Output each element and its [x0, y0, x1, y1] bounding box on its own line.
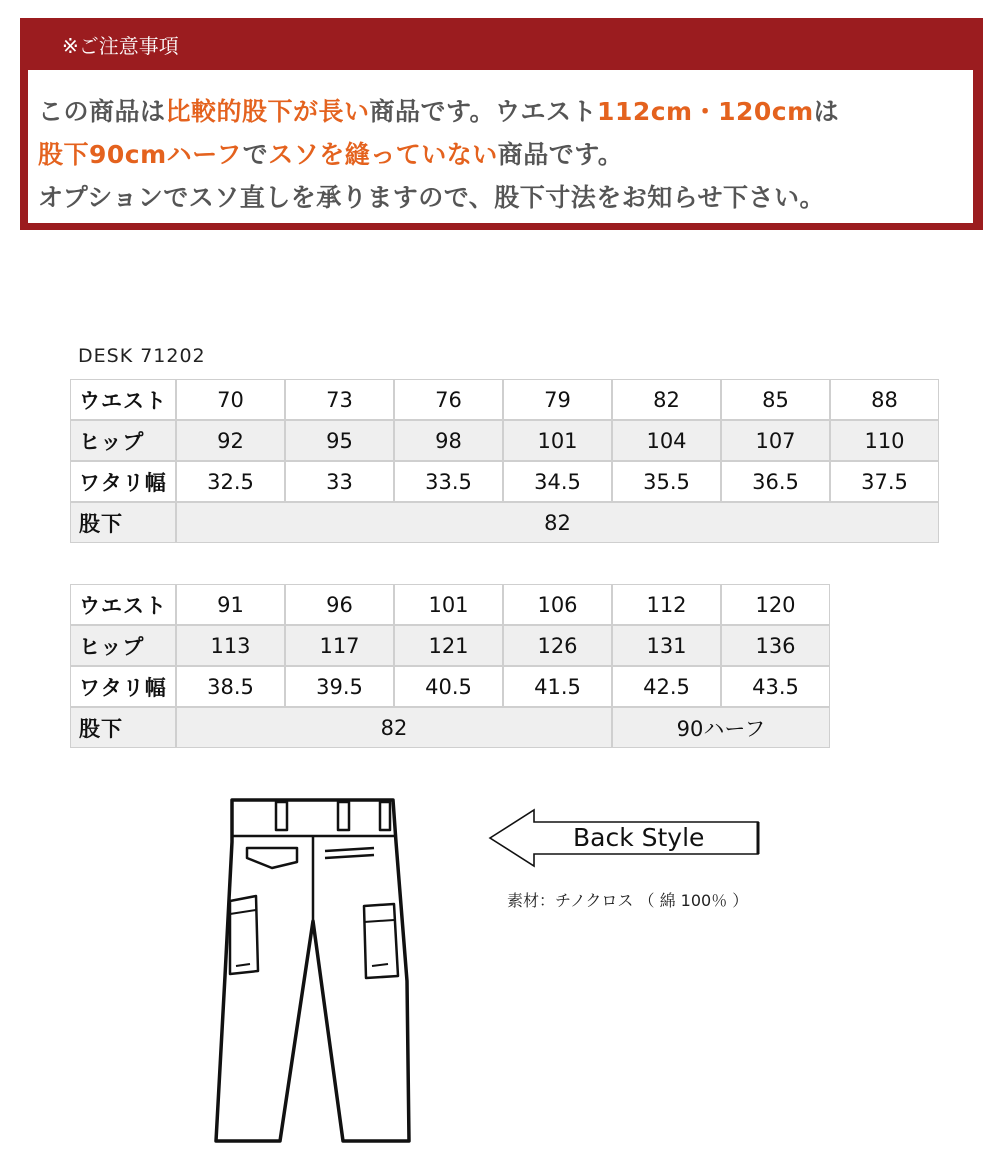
size-value: 73 — [285, 379, 394, 420]
size-value: 32.5 — [176, 461, 285, 502]
notice-box — [20, 18, 983, 230]
size-value: 43.5 — [721, 666, 830, 707]
inseam-row — [70, 502, 939, 543]
notice-highlight-text: 112cm・120cm — [597, 97, 814, 126]
size-value: 41.5 — [503, 666, 612, 707]
size-value: 34.5 — [503, 461, 612, 502]
size-value: 136 — [721, 625, 830, 666]
notice-highlight-text: 比較的股下が長い — [165, 97, 370, 126]
size-table-2 — [70, 584, 830, 748]
row-label: 股下 — [70, 707, 176, 748]
size-value: 82 — [612, 379, 721, 420]
size-value: 79 — [503, 379, 612, 420]
size-value: 98 — [394, 420, 503, 461]
size-value: 38.5 — [176, 666, 285, 707]
notice-line-1 — [38, 90, 973, 133]
size-value: 85 — [721, 379, 830, 420]
row-label: 股下 — [70, 502, 176, 543]
table-row — [70, 666, 830, 707]
notice-line-2 — [38, 133, 973, 176]
material-text: 素材：チノクロス （ 綿 100％ ） — [507, 891, 749, 910]
size-value: 112 — [612, 584, 721, 625]
notice-highlight-text: スソを縫っていない — [268, 140, 498, 169]
size-value: 33.5 — [394, 461, 503, 502]
table-row — [70, 461, 939, 502]
row-label: ワタリ幅 — [70, 666, 176, 707]
inseam-value: 82 — [176, 707, 612, 748]
size-value: 121 — [394, 625, 503, 666]
notice-text: は — [813, 97, 840, 126]
inseam-half-value: 90ハーフ — [612, 707, 830, 748]
row-label: ワタリ幅 — [70, 461, 176, 502]
row-label: ヒップ — [70, 420, 176, 461]
table-row — [70, 584, 830, 625]
notice-text: オプションでスソ直しを承りますので、股下寸法をお知らせ下さい。 — [38, 183, 826, 212]
row-label: ウエスト — [70, 584, 176, 625]
size-value: 95 — [285, 420, 394, 461]
size-value: 117 — [285, 625, 394, 666]
size-value: 76 — [394, 379, 503, 420]
table-row — [70, 379, 939, 420]
size-value: 101 — [394, 584, 503, 625]
size-value: 131 — [612, 625, 721, 666]
size-value: 113 — [176, 625, 285, 666]
size-value: 70 — [176, 379, 285, 420]
size-value: 88 — [830, 379, 939, 420]
size-value: 101 — [503, 420, 612, 461]
inseam-value: 82 — [176, 502, 939, 543]
size-value: 126 — [503, 625, 612, 666]
size-value: 37.5 — [830, 461, 939, 502]
size-value: 42.5 — [612, 666, 721, 707]
notice-text: で — [242, 140, 269, 169]
size-value: 107 — [721, 420, 830, 461]
size-value: 91 — [176, 584, 285, 625]
table-row — [70, 420, 939, 461]
size-value: 35.5 — [612, 461, 721, 502]
inseam-row — [70, 707, 830, 748]
size-value: 39.5 — [285, 666, 394, 707]
notice-highlight-text: 股下90cmハーフ — [38, 140, 243, 169]
notice-text: 商品です。 — [497, 140, 624, 169]
notice-line-3 — [38, 176, 973, 219]
size-value: 96 — [285, 584, 394, 625]
notice-text: この商品は — [38, 97, 166, 126]
notice-title: ※ご注意事項 — [62, 34, 179, 58]
size-value: 36.5 — [721, 461, 830, 502]
size-value: 106 — [503, 584, 612, 625]
model-number: DESK 71202 — [78, 345, 206, 367]
size-table-1 — [70, 379, 939, 543]
size-value: 40.5 — [394, 666, 503, 707]
row-label: ウエスト — [70, 379, 176, 420]
table-row — [70, 625, 830, 666]
size-value: 33 — [285, 461, 394, 502]
row-label: ヒップ — [70, 625, 176, 666]
notice-text: 商品です。ウエスト — [369, 97, 598, 126]
notice-body — [28, 70, 973, 223]
size-value: 120 — [721, 584, 830, 625]
size-value: 104 — [612, 420, 721, 461]
back-style-label: Back Style — [573, 823, 705, 852]
size-value: 110 — [830, 420, 939, 461]
pants-back-icon — [212, 796, 412, 1148]
size-value: 92 — [176, 420, 285, 461]
